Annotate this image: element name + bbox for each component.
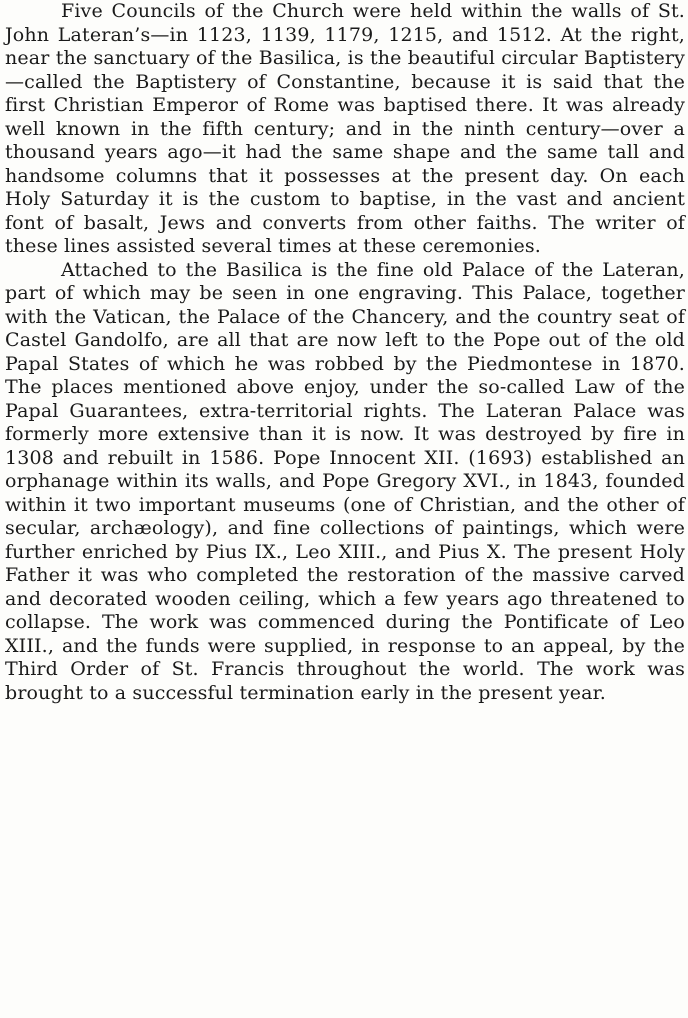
body-text: [5, 0, 685, 705]
paragraph-lateran-palace: Attached to the Basilica is the fine old Palace of the Lateran, part of which may be seen in one engraving. This Palace, together with the Vatican, the Palace of the Chancery, and the country seat of Castel Gandolfo, are all that are now left to the Pope out of the old Papal States of which he was robbed by the Piedmontese in 1870. The places mentioned above enjoy, under the so-called Law of the Papal Guarantees, extra-territorial rights. The Lateran Palace was formerly more extensive than it is now. It was destroyed by fire in 1308 and rebuilt in 1586. Pope Innocent XII. (1693) established an orphanage within its walls, and Pope Gregory XVI., in 1843, founded within it two important museums (one of Christian, and the other of secular, archæology), and fine collections of paintings, which were further enriched by Pius IX., Leo XIII., and Pius X. The present Holy Father it was who completed the restoration of the massive carved and decorated wooden ceiling, which a few years ago threatened to collapse. The work was commenced during the Pontificate of Leo XIII., and the funds were supplied, in response to an appeal, by the Third Order of St. Francis throughout the world. The work was brought to a successful termination early in the present year.: [5, 258, 685, 704]
paragraph-baptistery: Five Councils of the Church were held within the walls of St. John Lateran’s—in 1123, 1139, 1179, 1215, and 1512. At the right, near the sanctuary of the Basilica, is the beautiful circular Baptistery—called the Baptistery of Constantine, because it is said that the first Christian Emperor of Rome was baptised there. It was already well known in the fifth century; and in the ninth century—over a thousand years ago—it had the same shape and the same tall and handsome columns that it possesses at the present day. On each Holy Saturday it is the custom to baptise, in the vast and ancient font of basalt, Jews and converts from other faiths. The writer of these lines assisted several times at these ceremonies.: [5, 0, 685, 257]
